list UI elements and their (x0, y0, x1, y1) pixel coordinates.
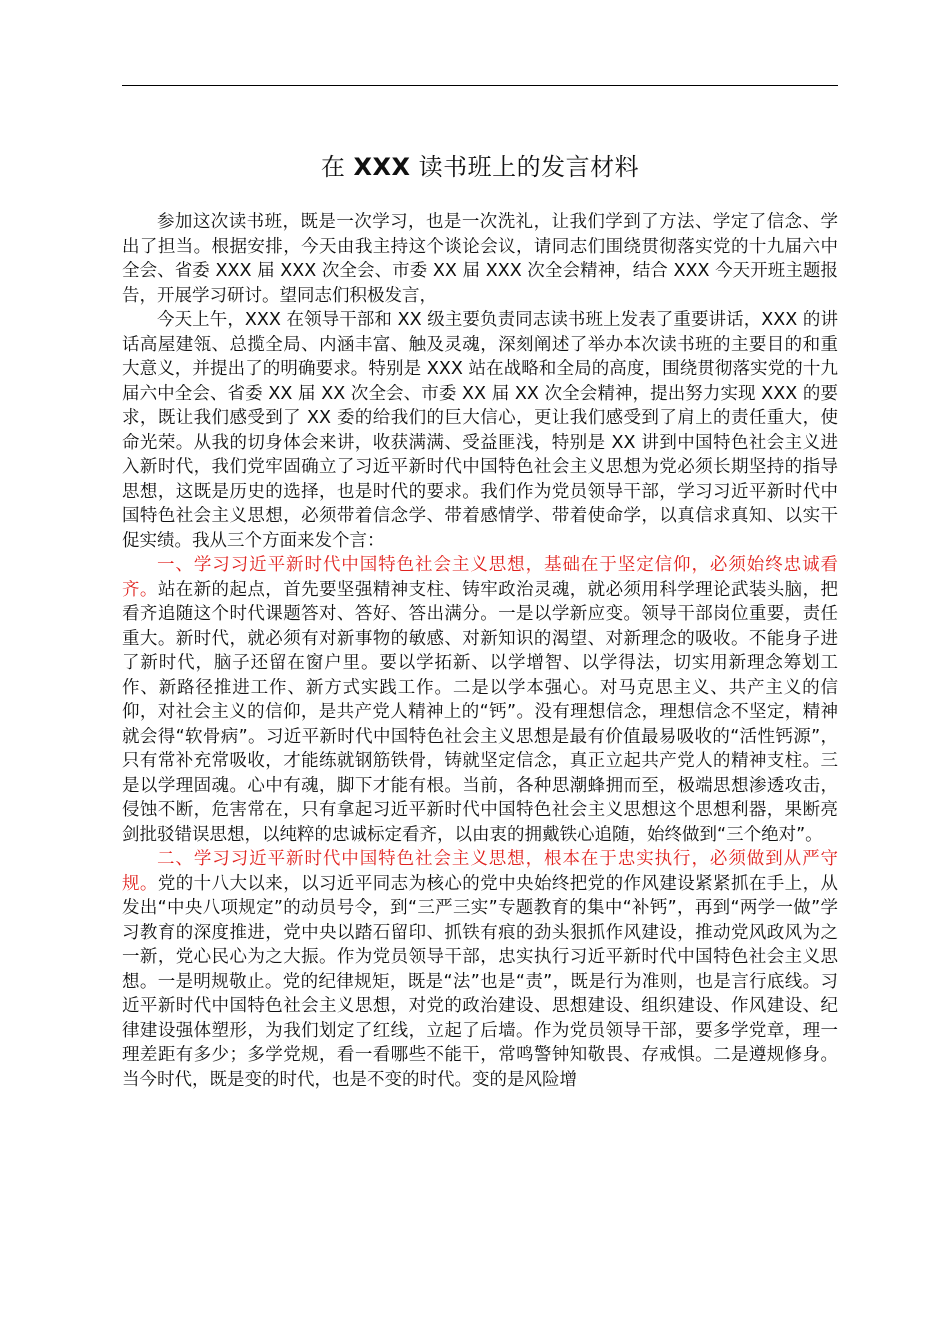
paragraph-4 (122, 847, 838, 1092)
paragraph-text: 参加这次读书班，既是一次学习，也是一次洗礼，让我们学到了方法、学定了信念、学出了担当。根据安排，今天由我主持这个谈论会议，请同志们围绕贯彻落实党的十九届六中全会、省委 XXX 届 XXX 次全会、市委 XX 届 XXX 次全会精神，结合 XXX 今天开班主题报告，开展学习研讨。望同志们积极发言， (122, 212, 838, 306)
document-title (122, 150, 838, 184)
header-rule (122, 85, 838, 86)
section-heading-2: 二、学习习近平新时代中国特色社会主义思想，根本在于忠实执行，必须做到从严守规。 (122, 849, 838, 894)
paragraph-2 (122, 308, 838, 553)
paragraph-1 (122, 210, 838, 308)
paragraph-text: 党的十八大以来，以习近平同志为核心的党中央始终把党的作风建设紧紧抓在手上，从发出“中央八项规定”的动员号令，到“三严三实”专题教育的集中“补钙”，再到“两学一做”学习教育的深度推进，党中央以踏石留印、抓铁有痕的劲头狠抓作风建设，推动党风政风为之一新，党心民心为之大振。作为党员领导干部，忠实执行习近平新时代中国特色社会主义思想。一是明规敬止。党的纪律规矩，既是“法”也是“责”，既是行为准则，也是言行底线。习近平新时代中国特色社会主义思想，对党的政治建设、思想建设、组织建设、作风建设、纪律建设强体塑形，为我们划定了红线，立起了后墙。作为党员领导干部，要多学党章，理一理差距有多少；多学党规，看一看哪些不能干，常鸣警钟知敬畏、存戒惧。二是遵规修身。当今时代，既是变的时代，也是不变的时代。变的是风险增 (122, 873, 839, 1090)
section-heading-1: 一、学习习近平新时代中国特色社会主义思想，基础在于坚定信仰，必须始终忠诚看齐。 (122, 555, 838, 600)
title-suffix: 读书班上的发言材料 (410, 153, 640, 181)
document-body (122, 210, 838, 1092)
paragraph-text: 今天上午，XXX 在领导干部和 XX 级主要负责同志读书班上发表了重要讲话，XXX 的讲话高屋建瓴、总揽全局、内涵丰富、触及灵魂，深刻阐述了举办本次读书班的主要目的和重大意义，并提出了的明确要求。特别是 XXX 站在战略和全局的高度，围绕贯彻落实党的十九届六中全会、省委 XX 届 XX 次全会、市委 XX 届 XX 次全会精神，提出努力实现 XXX 的要求，既让我们感受到了 XX 委的给我们的巨大信心，更让我们感受到了肩上的责任重大，使命光荣。从我的切身体会来讲，收获满满、受益匪浅，特别是 XX 讲到中国特色社会主义进入新时代，我们党牢固确立了习近平新时代中国特色社会主义思想为党必须长期坚持的指导思想，这既是历史的选择，也是时代的要求。我们作为党员领导干部，学习习近平新时代中国特色社会主义思想，必须带着信念学、带着感情学、带着使命学，以真信求真知、以实干促实绩。我从三个方面来发个言： (122, 310, 838, 551)
paragraph-3 (122, 553, 838, 847)
title-emphasis: XXX (353, 153, 411, 181)
title-prefix: 在 (320, 153, 354, 181)
paragraph-text: 站在新的起点，首先要坚强精神支柱、铸牢政治灵魂，就必须用科学理论武装头脑，把看齐追随这个时代课题答对、答好、答出满分。一是以学新应变。领导干部岗位重要，责任重大。新时代，就必须有对新事物的敏感、对新知识的渴望、对新理念的吸收。不能身子进了新时代，脑子还留在窗户里。要以学拓新、以学增智、以学得法，切实用新理念筹划工作、新路径推进工作、新方式实践工作。二是以学本强心。对马克思主义、共产主义的信仰，对社会主义的信仰，是共产党人精神上的“钙”。没有理想信念，理想信念不坚定，精神就会得“软骨病”。习近平新时代中国特色社会主义思想是最有价值最易吸收的“活性钙源”，只有常补充常吸收，才能练就钢筋铁骨，铸就坚定信念，真正立起共产党人的精神支柱。三是以学理固魂。心中有魂，脚下才能有根。当前，各种思潮蜂拥而至，极端思想渗透攻击，侵蚀不断，危害常在，只有拿起习近平新时代中国特色社会主义思想这个思想利器，果断亮剑批驳错误思想，以纯粹的忠诚标定看齐，以由衷的拥戴铁心追随，始终做到“三个绝对”。 (122, 579, 839, 845)
